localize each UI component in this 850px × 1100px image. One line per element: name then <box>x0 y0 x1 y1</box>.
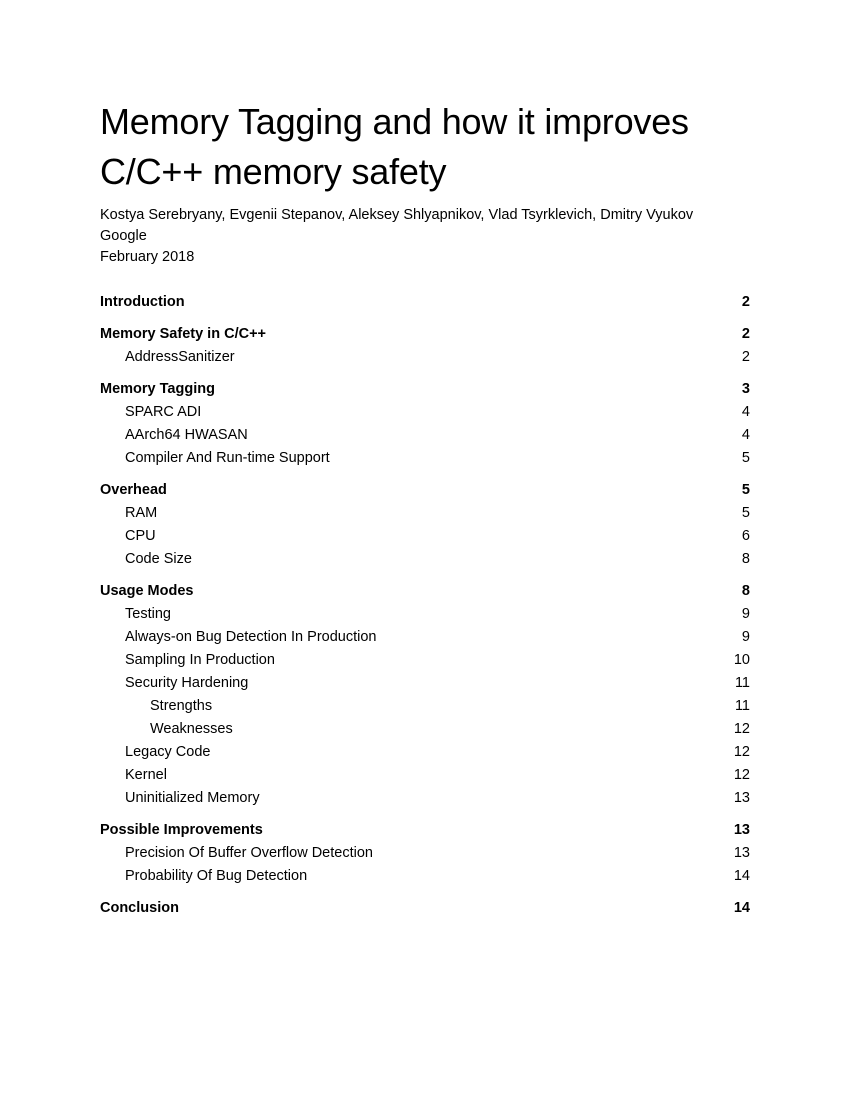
document-title <box>100 97 750 197</box>
toc-entry-label: Legacy Code <box>125 744 211 760</box>
toc-entry-precision-of-buffer-overflow-detection[interactable] <box>100 842 750 865</box>
toc-entry-legacy-code[interactable] <box>100 741 750 764</box>
toc-entry-label: Possible Improvements <box>100 822 263 838</box>
toc-entry-label: Security Hardening <box>125 675 249 691</box>
toc-section-group <box>100 819 750 888</box>
toc-entry-label: Probability Of Bug Detection <box>125 868 308 884</box>
toc-entry-memory-safety-in-c-c[interactable] <box>100 323 750 346</box>
toc-entry-page-number: 8 <box>741 551 750 567</box>
authors: Kostya Serebryany, Evgenii Stepanov, Aleksey Shlyapnikov, Vlad Tsyrklevich, Dmitry Vyukov <box>100 207 694 223</box>
toc-section-group <box>100 479 750 571</box>
toc-entry-label: Strengths <box>150 698 213 714</box>
toc-entry-label: Sampling In Production <box>125 652 275 668</box>
toc-entry-ram[interactable] <box>100 502 750 525</box>
toc-entry-conclusion[interactable] <box>100 897 750 920</box>
toc-entry-sampling-in-production[interactable] <box>100 649 750 672</box>
toc-entry-page-number: 5 <box>741 482 750 498</box>
toc-entry-label: Overhead <box>100 482 167 498</box>
toc-entry-label: Memory Tagging <box>100 381 215 397</box>
toc-entry-memory-tagging[interactable] <box>100 378 750 401</box>
toc-entry-usage-modes[interactable] <box>100 580 750 603</box>
toc-entry-introduction[interactable] <box>100 291 750 314</box>
toc-entry-always-on-bug-detection-in-production[interactable] <box>100 626 750 649</box>
toc-entry-page-number: 4 <box>741 404 750 420</box>
toc-entry-label: RAM <box>125 505 158 521</box>
toc-entry-page-number: 13 <box>733 790 750 806</box>
toc-entry-aarch64-hwasan[interactable] <box>100 424 750 447</box>
toc-entry-compiler-and-run-time-support[interactable] <box>100 447 750 470</box>
toc-entry-label: AArch64 HWASAN <box>125 427 248 443</box>
toc-entry-page-number: 8 <box>741 583 750 599</box>
toc-section-group <box>100 897 750 920</box>
toc-entry-page-number: 5 <box>741 505 750 521</box>
toc-entry-page-number: 6 <box>741 528 750 544</box>
toc-entry-page-number: 2 <box>741 326 750 342</box>
toc-entry-label: Conclusion <box>100 900 179 916</box>
toc-entry-label: Precision Of Buffer Overflow Detection <box>125 845 373 861</box>
toc-entry-kernel[interactable] <box>100 764 750 787</box>
toc-entry-code-size[interactable] <box>100 548 750 571</box>
toc-entry-label: Compiler And Run-time Support <box>125 450 330 466</box>
toc-entry-probability-of-bug-detection[interactable] <box>100 865 750 888</box>
toc-entry-possible-improvements[interactable] <box>100 819 750 842</box>
affiliation: Google <box>100 228 147 244</box>
toc-entry-label: CPU <box>125 528 156 544</box>
toc-entry-weaknesses[interactable] <box>100 718 750 741</box>
toc-entry-label: Weaknesses <box>150 721 233 737</box>
toc-entry-security-hardening[interactable] <box>100 672 750 695</box>
title-line-1: Memory Tagging and how it improves <box>100 101 689 142</box>
toc-entry-page-number: 3 <box>741 381 750 397</box>
toc-entry-label: AddressSanitizer <box>125 349 235 365</box>
toc-entry-page-number: 12 <box>733 744 750 760</box>
toc-entry-page-number: 13 <box>733 822 750 838</box>
toc-entry-overhead[interactable] <box>100 479 750 502</box>
toc-entry-uninitialized-memory[interactable] <box>100 787 750 810</box>
toc-entry-page-number: 2 <box>741 349 750 365</box>
toc-section-group <box>100 580 750 810</box>
toc-entry-page-number: 14 <box>733 868 750 884</box>
toc-entry-label: Uninitialized Memory <box>125 790 260 806</box>
toc-section-group <box>100 291 750 314</box>
toc-section-group <box>100 323 750 369</box>
toc-entry-page-number: 9 <box>741 629 750 645</box>
toc-entry-sparc-adi[interactable] <box>100 401 750 424</box>
table-of-contents <box>100 291 750 929</box>
toc-entry-label: Introduction <box>100 294 185 310</box>
toc-entry-cpu[interactable] <box>100 525 750 548</box>
toc-entry-page-number: 5 <box>741 450 750 466</box>
publication-date: February 2018 <box>100 249 195 265</box>
toc-entry-page-number: 4 <box>741 427 750 443</box>
document-meta <box>100 205 693 268</box>
toc-entry-label: SPARC ADI <box>125 404 202 420</box>
toc-entry-label: Usage Modes <box>100 583 194 599</box>
toc-entry-testing[interactable] <box>100 603 750 626</box>
toc-entry-page-number: 12 <box>733 721 750 737</box>
toc-entry-label: Memory Safety in C/C++ <box>100 326 266 342</box>
toc-entry-strengths[interactable] <box>100 695 750 718</box>
toc-entry-label: Always-on Bug Detection In Production <box>125 629 377 645</box>
toc-entry-addresssanitizer[interactable] <box>100 346 750 369</box>
toc-entry-page-number: 9 <box>741 606 750 622</box>
toc-entry-page-number: 11 <box>734 698 750 714</box>
toc-section-group <box>100 378 750 470</box>
toc-entry-page-number: 12 <box>733 767 750 783</box>
toc-entry-page-number: 13 <box>733 845 750 861</box>
toc-entry-page-number: 11 <box>734 675 750 691</box>
title-line-2: C/C++ memory safety <box>100 151 447 192</box>
toc-entry-label: Kernel <box>125 767 167 783</box>
toc-entry-page-number: 10 <box>733 652 750 668</box>
toc-entry-label: Code Size <box>125 551 192 567</box>
toc-entry-page-number: 2 <box>741 294 750 310</box>
toc-entry-page-number: 14 <box>733 900 750 916</box>
document-page <box>100 0 750 1100</box>
toc-entry-label: Testing <box>125 606 171 622</box>
